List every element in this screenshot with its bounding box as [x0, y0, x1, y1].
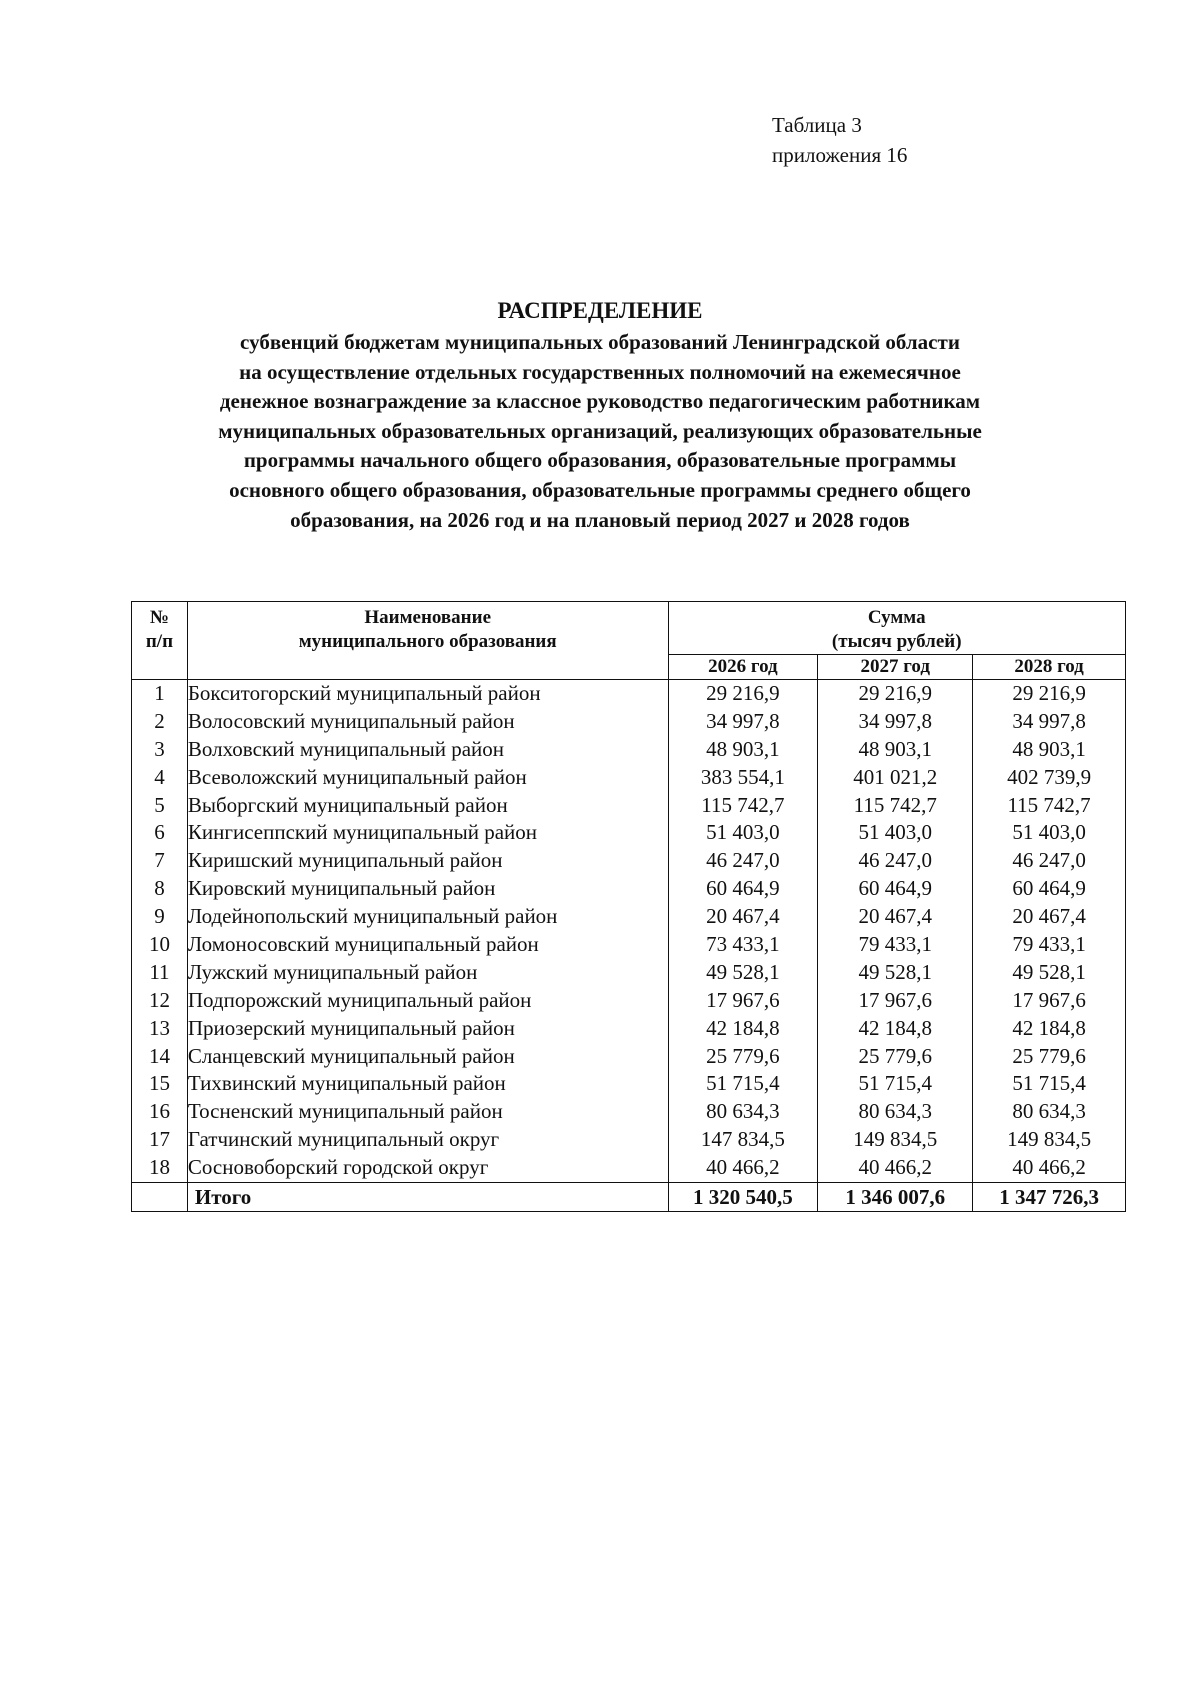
- row-number: 11: [132, 959, 188, 987]
- table-row: [132, 1043, 1126, 1071]
- amount-2026: 42 184,8: [668, 1015, 818, 1043]
- row-number: 3: [132, 736, 188, 764]
- amount-2027: 42 184,8: [818, 1015, 973, 1043]
- amount-2026: 60 464,9: [668, 875, 818, 903]
- header-number-symbol: №: [149, 607, 169, 628]
- amount-2026: 73 433,1: [668, 931, 818, 959]
- row-number: 5: [132, 792, 188, 820]
- table-number: Таблица 3: [772, 113, 862, 137]
- row-number: 10: [132, 931, 188, 959]
- row-number: 13: [132, 1015, 188, 1043]
- amount-2026: 383 554,1: [668, 764, 818, 792]
- amount-2027: 34 997,8: [818, 708, 973, 736]
- document-title: [130, 296, 1070, 535]
- amount-2026: 17 967,6: [668, 987, 818, 1015]
- amount-2027: 60 464,9: [818, 875, 973, 903]
- amount-2026: 20 467,4: [668, 903, 818, 931]
- amount-2028: 48 903,1: [973, 736, 1126, 764]
- total-number-cell: [132, 1183, 188, 1212]
- table-row: [132, 1154, 1126, 1182]
- amount-2028: 42 184,8: [973, 1015, 1126, 1043]
- amount-2027: 17 967,6: [818, 987, 973, 1015]
- table-row: [132, 903, 1126, 931]
- table-reference: [772, 110, 907, 170]
- title-line: основного общего образования, образовательные программы среднего общего: [229, 477, 971, 502]
- header-sum-line2: (тысяч рублей): [831, 631, 962, 652]
- row-number: 4: [132, 764, 188, 792]
- header-sum: [668, 602, 1126, 655]
- amount-2028: 60 464,9: [973, 875, 1126, 903]
- row-number: 15: [132, 1070, 188, 1098]
- row-number: 16: [132, 1098, 188, 1126]
- header-name: [187, 602, 668, 680]
- amount-2027: 29 216,9: [818, 680, 973, 708]
- table-row: [132, 736, 1126, 764]
- title-line: денежное вознаграждение за классное руководство педагогическим работникам: [219, 389, 981, 414]
- table-row: [132, 680, 1126, 708]
- amount-2028: 29 216,9: [973, 680, 1126, 708]
- table-row: [132, 1015, 1126, 1043]
- municipality-name: Лодейнопольский муниципальный район: [187, 903, 668, 931]
- row-number: 1: [132, 680, 188, 708]
- title-line: муниципальных образовательных организаций, реализующих образовательные: [218, 418, 982, 443]
- amount-2026: 25 779,6: [668, 1043, 818, 1071]
- amount-2026: 40 466,2: [668, 1154, 818, 1182]
- total-2027: 1 346 007,6: [818, 1183, 973, 1212]
- amount-2027: 80 634,3: [818, 1098, 973, 1126]
- amount-2027: 149 834,5: [818, 1126, 973, 1154]
- amount-2028: 115 742,7: [973, 792, 1126, 820]
- amount-2028: 79 433,1: [973, 931, 1126, 959]
- table-row: [132, 875, 1126, 903]
- amount-2028: 402 739,9: [973, 764, 1126, 792]
- amount-2027: 20 467,4: [818, 903, 973, 931]
- municipality-name: Бокситогорский муниципальный район: [187, 680, 668, 708]
- amount-2026: 29 216,9: [668, 680, 818, 708]
- amount-2028: 17 967,6: [973, 987, 1126, 1015]
- municipality-name: Сланцевский муниципальный район: [187, 1043, 668, 1071]
- municipality-name: Сосновоборский городской округ: [187, 1154, 668, 1182]
- table-row: [132, 959, 1126, 987]
- total-label: Итого: [187, 1183, 668, 1212]
- row-number: 17: [132, 1126, 188, 1154]
- municipality-name: Тосненский муниципальный район: [187, 1098, 668, 1126]
- amount-2026: 147 834,5: [668, 1126, 818, 1154]
- municipality-name: Выборгский муниципальный район: [187, 792, 668, 820]
- table-body: [132, 680, 1126, 1212]
- row-number: 8: [132, 875, 188, 903]
- total-2028: 1 347 726,3: [973, 1183, 1126, 1212]
- amount-2027: 49 528,1: [818, 959, 973, 987]
- amount-2027: 48 903,1: [818, 736, 973, 764]
- amount-2027: 51 715,4: [818, 1070, 973, 1098]
- amount-2028: 80 634,3: [973, 1098, 1126, 1126]
- title-line: образования, на 2026 год и на плановый период 2027 и 2028 годов: [290, 507, 910, 532]
- table-row: [132, 931, 1126, 959]
- amount-2026: 46 247,0: [668, 847, 818, 875]
- table-row: [132, 1070, 1126, 1098]
- row-number: 2: [132, 708, 188, 736]
- amount-2026: 51 403,0: [668, 819, 818, 847]
- total-2026: 1 320 540,5: [668, 1183, 818, 1212]
- table-row: [132, 764, 1126, 792]
- row-number: 18: [132, 1154, 188, 1182]
- header-number-abbr: п/п: [145, 631, 174, 652]
- title-line: на осуществление отдельных государственных полномочий на ежемесячное: [239, 359, 961, 384]
- amount-2028: 46 247,0: [973, 847, 1126, 875]
- header-year-2027: 2027 год: [818, 655, 973, 680]
- header-year-2026: 2026 год: [668, 655, 818, 680]
- distribution-table: [131, 601, 1126, 1212]
- amount-2028: 40 466,2: [973, 1154, 1126, 1182]
- amount-2026: 51 715,4: [668, 1070, 818, 1098]
- title-heading: РАСПРЕДЕЛЕНИЕ: [497, 298, 703, 323]
- municipality-name: Киришский муниципальный район: [187, 847, 668, 875]
- amount-2028: 25 779,6: [973, 1043, 1126, 1071]
- municipality-name: Кировский муниципальный район: [187, 875, 668, 903]
- municipality-name: Кингисеппский муниципальный район: [187, 819, 668, 847]
- amount-2028: 149 834,5: [973, 1126, 1126, 1154]
- amount-2027: 51 403,0: [818, 819, 973, 847]
- amount-2028: 34 997,8: [973, 708, 1126, 736]
- table-row: [132, 792, 1126, 820]
- amount-2027: 40 466,2: [818, 1154, 973, 1182]
- row-number: 9: [132, 903, 188, 931]
- header-sum-line1: Сумма: [867, 607, 926, 628]
- appendix-number: приложения 16: [772, 143, 908, 167]
- municipality-name: Волховский муниципальный район: [187, 736, 668, 764]
- amount-2027: 46 247,0: [818, 847, 973, 875]
- municipality-name: Ломоносовский муниципальный район: [187, 931, 668, 959]
- amount-2026: 34 997,8: [668, 708, 818, 736]
- amount-2028: 20 467,4: [973, 903, 1126, 931]
- row-number: 14: [132, 1043, 188, 1071]
- municipality-name: Подпорожский муниципальный район: [187, 987, 668, 1015]
- amount-2028: 51 403,0: [973, 819, 1126, 847]
- table-row: [132, 847, 1126, 875]
- table-row: [132, 987, 1126, 1015]
- table-row: [132, 1098, 1126, 1126]
- amount-2026: 49 528,1: [668, 959, 818, 987]
- table-row: [132, 1126, 1126, 1154]
- table-row: [132, 708, 1126, 736]
- header-name-line1: Наименование: [364, 607, 492, 628]
- title-line: субвенций бюджетам муниципальных образований Ленинградской области: [240, 330, 960, 354]
- municipality-name: Приозерский муниципальный район: [187, 1015, 668, 1043]
- amount-2027: 401 021,2: [818, 764, 973, 792]
- row-number: 6: [132, 819, 188, 847]
- municipality-name: Волосовский муниципальный район: [187, 708, 668, 736]
- amount-2026: 115 742,7: [668, 792, 818, 820]
- amount-2027: 115 742,7: [818, 792, 973, 820]
- municipality-name: Лужский муниципальный район: [187, 959, 668, 987]
- total-row: [132, 1183, 1126, 1212]
- title-line: программы начального общего образования, образовательные программы: [243, 448, 957, 473]
- municipality-name: Гатчинский муниципальный округ: [187, 1126, 668, 1154]
- amount-2027: 25 779,6: [818, 1043, 973, 1071]
- amount-2026: 80 634,3: [668, 1098, 818, 1126]
- amount-2028: 51 715,4: [973, 1070, 1126, 1098]
- amount-2028: 49 528,1: [973, 959, 1126, 987]
- header-name-line2: муниципального образования: [298, 631, 557, 652]
- row-number: 12: [132, 987, 188, 1015]
- row-number: 7: [132, 847, 188, 875]
- amount-2027: 79 433,1: [818, 931, 973, 959]
- header-year-2028: 2028 год: [973, 655, 1126, 680]
- table-row: [132, 819, 1126, 847]
- table-header: [132, 602, 1126, 680]
- header-number: [132, 602, 188, 680]
- amount-2026: 48 903,1: [668, 736, 818, 764]
- municipality-name: Всеволожский муниципальный район: [187, 764, 668, 792]
- municipality-name: Тихвинский муниципальный район: [187, 1070, 668, 1098]
